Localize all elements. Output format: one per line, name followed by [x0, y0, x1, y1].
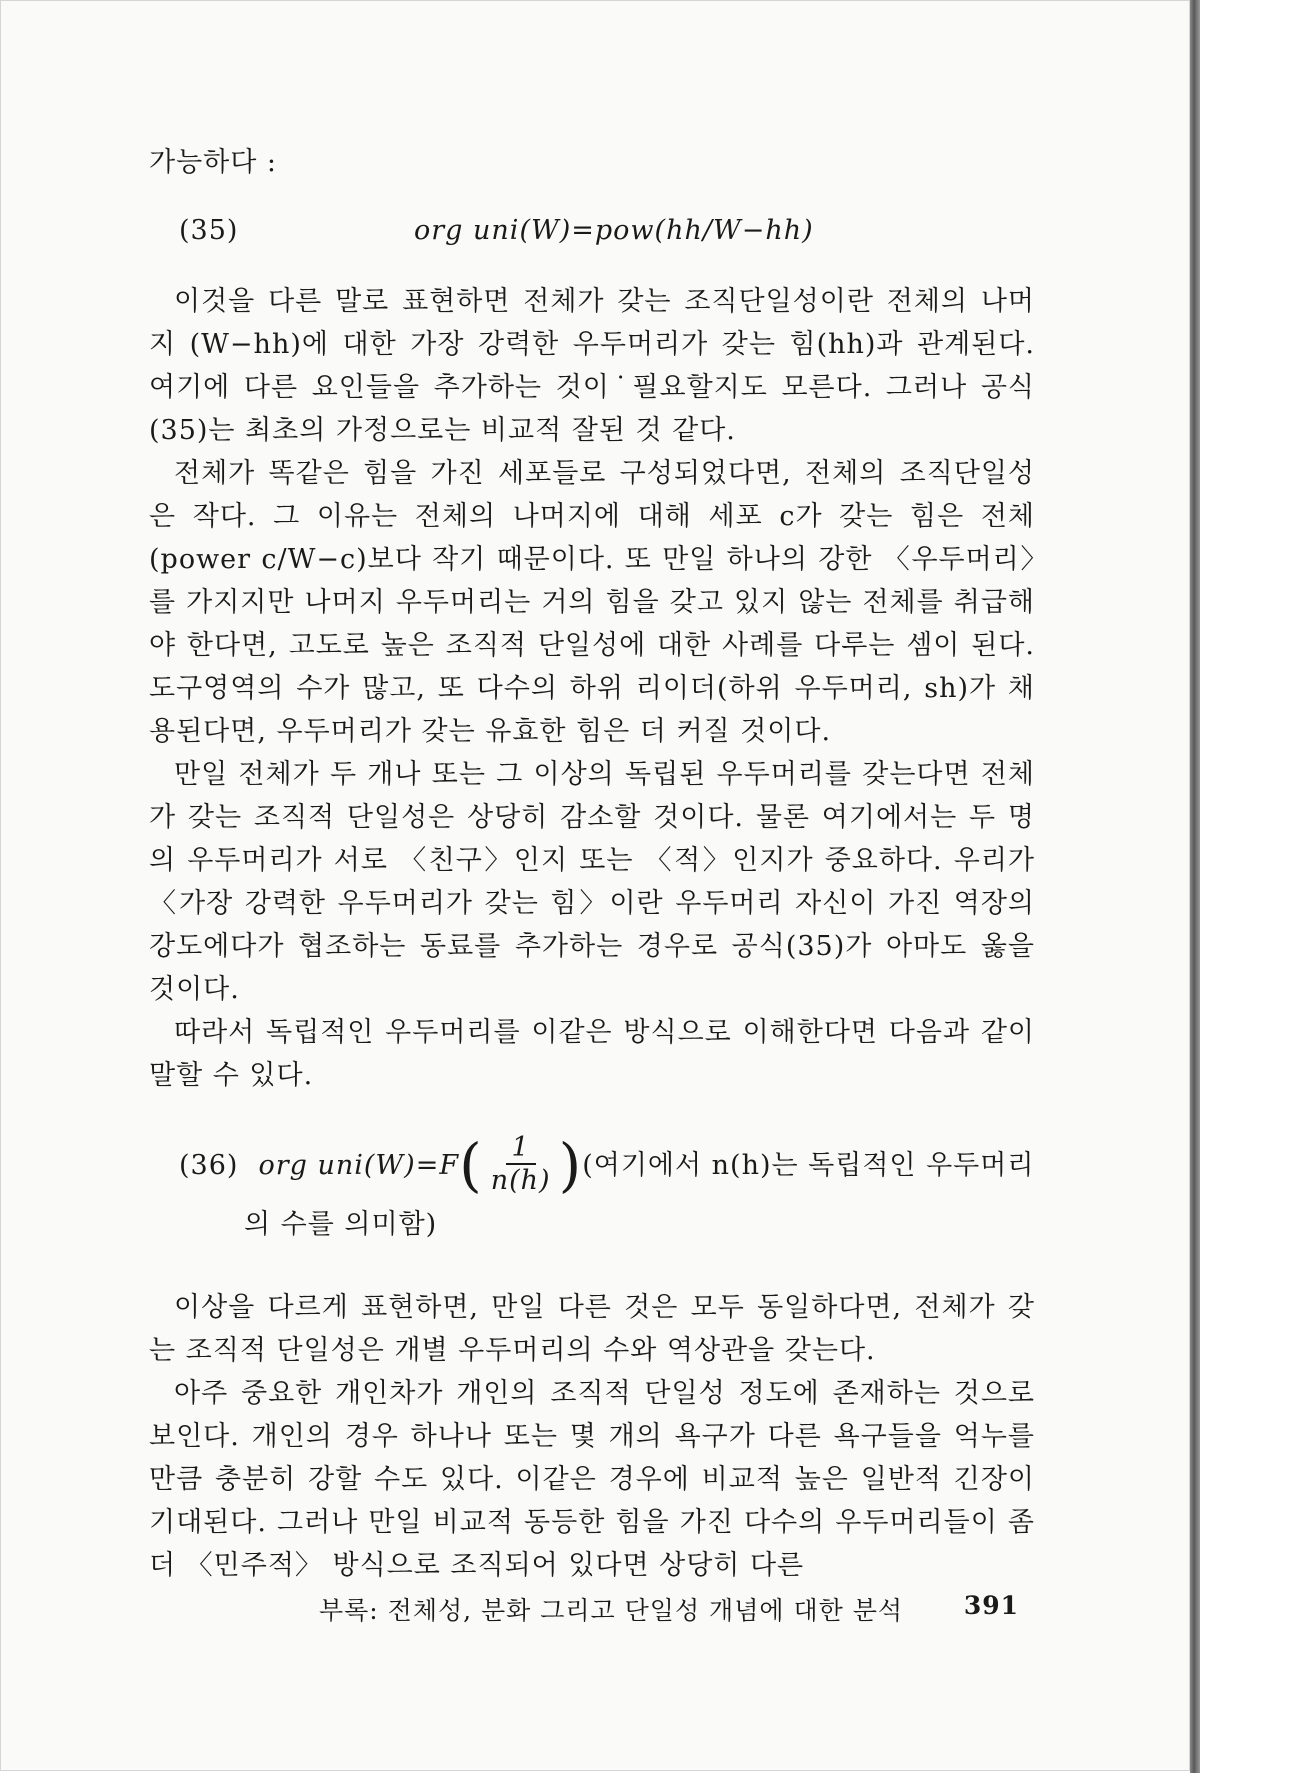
page-body	[149, 141, 1035, 1587]
equation-note: (여기에서 n(h)는 독립적인 우두머리	[582, 1149, 1035, 1181]
paragraph: 이상을 다르게 표현하면, 만일 다른 것은 모두 동일하다면, 전체가 갖는 조직적 단일성은 개별 우두머리의 수와 역상관을 갖는다.	[149, 1292, 1035, 1366]
page-edge-shadow	[1190, 0, 1200, 1773]
fraction-denominator: n(h)	[490, 1165, 551, 1196]
left-paren: (	[459, 1131, 483, 1199]
page-footer	[319, 1591, 1019, 1627]
paragraph: 따라서 독립적인 우두머리를 이같은 방식으로 이해한다면 다음과 같이 말할 수 있다.	[149, 1017, 1035, 1091]
paragraph: 만일 전체가 두 개나 또는 그 이상의 독립된 우두머리를 갖는다면 전체가 갖는 조직적 단일성은 상당히 감소할 것이다. 물론 여기에서는 두 명의 우두머리가 서로 〈친구〉인지 또는 〈적〉인지가 중요하다. 우리가 〈가장 강력한 우두머리가 갖는 힘〉이란 우두머리 자신이 가진 역장의 강도에다가 협조하는 동료를 추가하는 경우로 공식(35)가 아마도 옳을 것이다.	[149, 759, 1035, 1005]
paragraph: 아주 중요한 개인차가 개인의 조직적 단일성 정도에 존재하는 것으로 보인다. 개인의 경우 하나나 또는 몇 개의 욕구가 다른 욕구들을 억누를 만큼 충분히 강할 수도 있다. 이같은 경우에 비교적 높은 일반적 긴장이 기대된다. 그러나 만일 비교적 동등한 힘을 가진 다수의 우두머리들이 좀더 〈민주적〉 방식으로 조직되어 있다면 상당히 다른	[149, 1378, 1035, 1581]
fraction	[485, 1133, 557, 1197]
fraction-numerator: 1	[506, 1133, 536, 1165]
running-title: 부록: 전체성, 분화 그리고 단일성 개념에 대한 분석	[319, 1596, 903, 1625]
equation-number: (35)	[179, 214, 239, 246]
page-number: 391	[963, 1591, 1019, 1620]
equation-35	[149, 200, 1035, 260]
equation-note-continued: 의 수를 의미함)	[244, 1209, 438, 1240]
equation-formula: org uni(W)=pow(hh/W−hh)	[414, 214, 814, 246]
equation-36	[149, 1133, 1035, 1246]
right-paren: )	[558, 1131, 583, 1199]
paragraph: 이것을 다른 말로 표현하면 전체가 갖는 조직단일성이란 전체의 나머지 (W−hh)에 대한 가장 강력한 우두머리가 갖는 힘(hh)과 관계된다. 여기에 다른 요인들을 추가하는 것이˙필요할지도 모른다. 그러나 공식(35)는 최초의 가정으로는 비교적 잘된 것 같다.	[149, 286, 1035, 446]
equation-lhs: org uni(W)=F	[258, 1149, 460, 1181]
right-margin	[1200, 0, 1292, 1773]
equation-number: (36)	[179, 1149, 239, 1181]
paragraph: 전체가 똑같은 힘을 가진 세포들로 구성되었다면, 전체의 조직단일성은 작다. 그 이유는 전체의 나머지에 대해 세포 c가 갖는 힘은 전체(power c/W−c)보다 작기 때문이다. 또 만일 하나의 강한 〈우두머리〉를 가지지만 나머지 우두머리는 거의 힘을 갖고 있지 않는 전체를 취급해야 한다면, 고도로 높은 조직적 단일성에 대한 사례를 다루는 셈이 된다. 도구영역의 수가 많고, 또 다수의 하위 리이더(하위 우두머리, sh)가 채용된다면, 우두머리가 갖는 유효한 힘은 더 커질 것이다.	[149, 458, 1035, 747]
intro-line: 가능하다 :	[149, 147, 278, 178]
